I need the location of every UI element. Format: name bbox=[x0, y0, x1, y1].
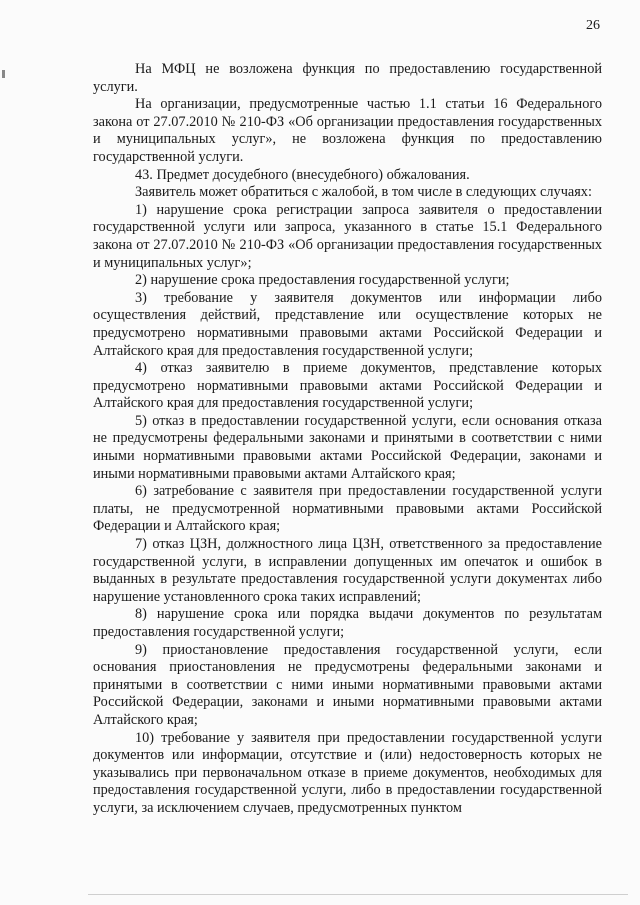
page-number: 26 bbox=[586, 18, 600, 33]
scan-edge-line bbox=[88, 894, 628, 895]
list-item-5: 5) отказ в предоставлении государственной услуги, если основания отказа не предусмотрены федеральными законами и принятыми в соответствии с ними иными нормативными правовыми актами Российской Федерации, законами и иными нормативными правовыми актами Алтайского края; bbox=[93, 412, 602, 482]
list-item-2: 2) нарушение срока предоставления государственной услуги; bbox=[135, 272, 510, 289]
scan-mark bbox=[2, 70, 5, 78]
paragraph-mfc: На МФЦ не возложена функция по предоставлению государственной услуги. bbox=[93, 61, 602, 95]
document-body bbox=[93, 61, 602, 818]
list-item-9: 9) приостановление предоставления государственной услуги, если основания приостановления не предусмотрены федеральными законами и принятыми в соответствии с ними иными нормативными правовыми актами Российской Федерации, законами и иными нормативными правовыми актами Алтайского края; bbox=[93, 641, 602, 728]
list-item-6: 6) затребование с заявителя при предоставлении государственной услуги платы, не предусмотренной нормативными правовыми актами Российской Федерации и Алтайского края; bbox=[93, 483, 602, 535]
list-item-7: 7) отказ ЦЗН, должностного лица ЦЗН, ответственного за предоставление государственной услуги, в исправлении допущенных им опечаток и ошибок в выданных в результате предоставления государственной услуги документах либо нарушение установленного срока таких исправлений; bbox=[93, 536, 602, 605]
paragraph-applicant: Заявитель может обратиться с жалобой, в том числе в следующих случаях: bbox=[135, 184, 592, 201]
paragraph-section-43: 43. Предмет досудебного (внесудебного) обжалования. bbox=[135, 166, 470, 183]
list-item-1: 1) нарушение срока регистрации запроса заявителя о предоставлении государственной услуги или запроса, указанного в статье 15.1 Федерального закона от 27.07.2010 № 210-ФЗ «Об организации предоставления государственных и муниципальных услуг»; bbox=[93, 201, 602, 271]
paragraph-organizations: На организации, предусмотренные частью 1.1 статьи 16 Федерального закона от 27.07.2010 № 210-ФЗ «Об организации предоставления государственных и муниципальных услуг», не возложена функция по предоставлению государственной услуги. bbox=[93, 96, 602, 165]
list-item-3: 3) требование у заявителя документов или информации либо осуществления действий, представление или осуществление которых не предусмотрено нормативными правовыми актами Российской Федерации и Алтайского края для предоставления государственной услуги; bbox=[93, 289, 602, 359]
list-item-10: 10) требование у заявителя при предоставлении государственной услуги документов или информации, отсутствие и (или) недостоверность которых не указывались при первоначальном отказе в приеме документов, необходимых для предоставления государственной услуги, либо в предоставлении государственной услуги, за исключением случаев, предусмотренных пунктом bbox=[93, 729, 602, 816]
list-item-4: 4) отказ заявителю в приеме документов, представление которых предусмотрено нормативными правовыми актами Российской Федерации и Алтайского края для предоставления государственной услуги; bbox=[93, 360, 602, 412]
list-item-8: 8) нарушение срока или порядка выдачи документов по результатам предоставления государственной услуги; bbox=[93, 606, 602, 640]
